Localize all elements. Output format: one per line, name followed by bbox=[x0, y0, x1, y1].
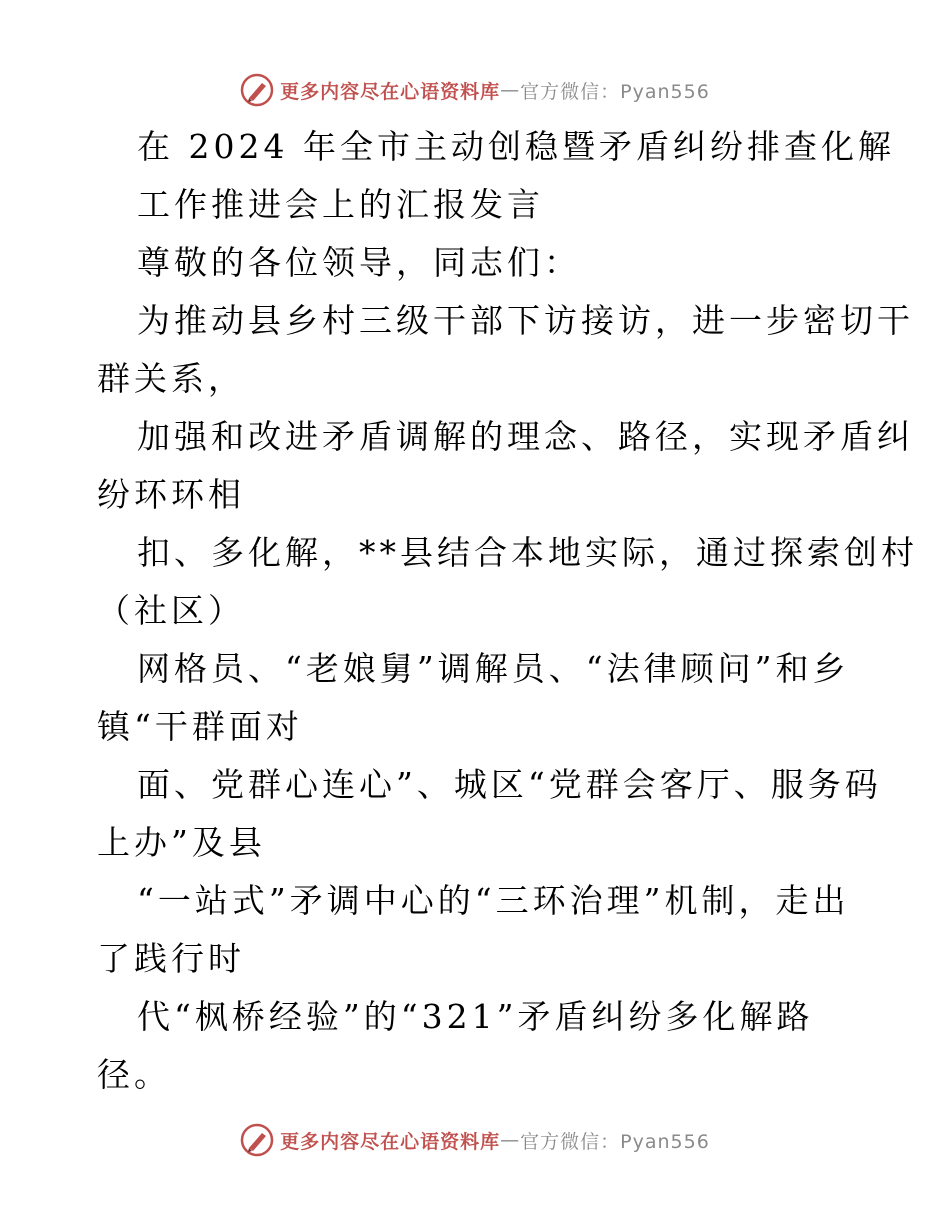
paragraph-line: 面、党群心连心”、城区“党群会客厅、服务码 bbox=[137, 765, 882, 804]
paragraph-line: 镇“干群面对 bbox=[97, 707, 303, 746]
paragraph-line: 上办”及县 bbox=[97, 823, 266, 862]
title-line-1: 在 2024 年全市主动创稳暨矛盾纠纷排查化解 bbox=[137, 127, 895, 166]
paragraph-line: 为推动县乡村三级干部下访接访，进一步密切干 bbox=[137, 301, 914, 340]
paragraph-line: 网格员、“老娘舅”调解员、“法律顾问”和乡 bbox=[137, 649, 850, 688]
title-line-2: 工作推进会上的汇报发言 bbox=[137, 185, 544, 224]
paragraph-line: “一站式”矛调中心的“三环治理”机制，走出 bbox=[137, 881, 850, 920]
watermark-sub-text: 官方微信：Pyan556 bbox=[520, 1130, 710, 1153]
watermark-separator: — bbox=[500, 79, 521, 101]
document-body bbox=[97, 118, 918, 1104]
watermark-separator: — bbox=[500, 1129, 521, 1151]
pen-logo-icon bbox=[240, 1123, 274, 1157]
paragraph-line: 加强和改进矛盾调解的理念、路径，实现矛盾纠 bbox=[137, 417, 914, 456]
watermark-main-text: 更多内容尽在心语资料库 bbox=[280, 80, 501, 103]
watermark-sub-text: 官方微信：Pyan556 bbox=[520, 80, 710, 103]
paragraph-line: 了践行时 bbox=[97, 939, 245, 978]
watermark-main-text: 更多内容尽在心语资料库 bbox=[280, 1130, 501, 1153]
header-watermark bbox=[0, 70, 950, 110]
salutation: 尊敬的各位领导，同志们： bbox=[137, 243, 581, 282]
paragraph-line: 扣、多化解，**县结合本地实际，通过探索创村 bbox=[137, 533, 918, 572]
paragraph-line: 径。 bbox=[97, 1055, 171, 1094]
paragraph-line: 群关系， bbox=[97, 359, 245, 398]
paragraph-line: 纷环环相 bbox=[97, 475, 245, 514]
footer-watermark bbox=[0, 1120, 950, 1160]
paragraph-line: （社区） bbox=[97, 591, 245, 630]
paragraph-line: 代“枫桥经验”的“321”矛盾纠纷多化解路 bbox=[137, 997, 814, 1036]
pen-logo-icon bbox=[240, 73, 274, 107]
